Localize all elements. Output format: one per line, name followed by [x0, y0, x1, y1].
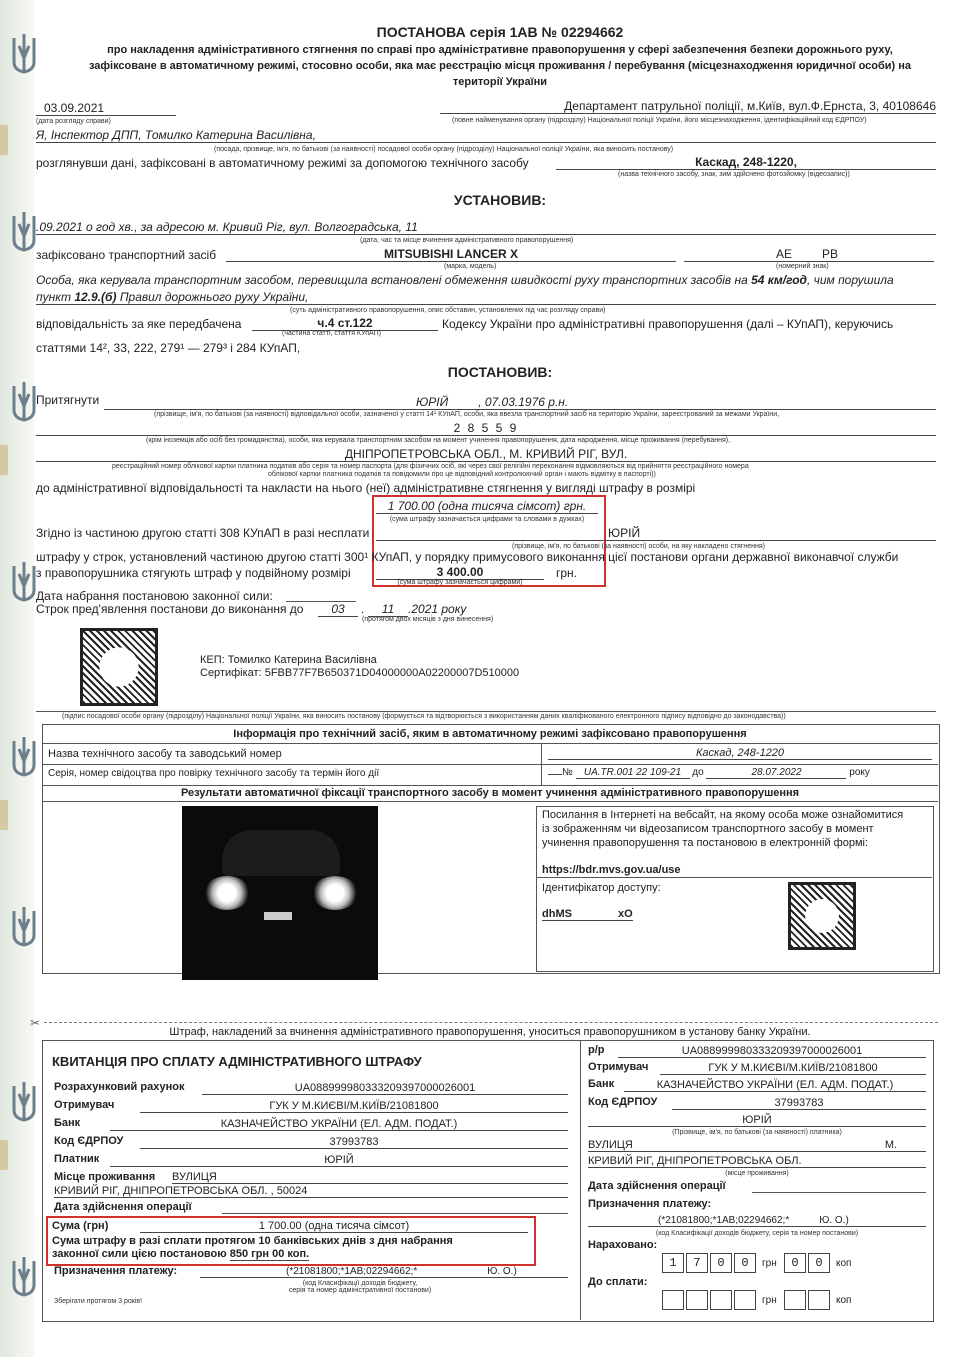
- purpose-value: (*21081800;*1АВ;02294662;* Ю. О.): [200, 1266, 568, 1278]
- violation-text: Особа, яка керувала транспортним засобом, перевищила встановлені обмеження швидкості руху транспортних засобів на 54 км/год, чим порушила: [36, 273, 894, 287]
- to-pay-kop: коп: [836, 1295, 852, 1306]
- time-place-caption: (дата, час та місце вчинення адміністративного правопорушення): [360, 237, 574, 244]
- kep-signer: КЕП: Томилко Катерина Василівна: [200, 654, 377, 666]
- purpose-label: Призначення платежу:: [54, 1265, 178, 1277]
- rr-edrpou-label: Код ЄДРПОУ: [588, 1096, 658, 1108]
- to-pay-kop-digit[interactable]: [808, 1290, 830, 1310]
- double-fine: 3 400.00: [376, 565, 544, 580]
- access-qr-code: [788, 882, 856, 950]
- signature-caption: (підпис посадової особи органу (підрозділу) Національної поліції України, яка виносить постанову (формується та відтворюється з використанням даних кваліфікованого електронного підпису відповідно до законодавства)): [62, 713, 786, 720]
- header-line-2: зафіксоване в автоматичному режимі, стосовно особи, яка має реєстрацію місця проживання / перебування (місцезнаходження юридичної особи) на: [88, 60, 912, 72]
- deadline-date: 03 . 11 .2021 року: [318, 602, 466, 617]
- violation-photo: [182, 806, 378, 980]
- payer-label: Платник: [54, 1153, 100, 1165]
- vehicle-model: MITSUBISHI LANCER X: [226, 247, 676, 262]
- rr-op-date-field: [752, 1192, 926, 1193]
- security-stamp: [0, 445, 8, 475]
- vehicle-caption: (марка, модель): [444, 263, 497, 270]
- keep-note: Зберігати протягом 3 років!: [54, 1298, 143, 1305]
- tax-caption: (крім іноземців або осіб без громадянства), особи, яка керувала транспортним засобом на момент учинення правопорушення, дата народження, місце проживання (перебування),: [146, 437, 731, 444]
- accrued-label: Нараховано:: [588, 1239, 658, 1251]
- accrued-digit: 7: [686, 1253, 708, 1273]
- bank-value: КАЗНАЧЕЙСТВО УКРАЇНИ (ЕЛ. АДМ. ПОДАТ.): [110, 1118, 568, 1131]
- rr-payer: ЮРІЙ: [588, 1114, 926, 1127]
- cut-note: Штраф, накладений за вчинення адміністративного правопорушення, уноситься правопорушником в установу банку України.: [169, 1026, 811, 1038]
- residence-label: Місце проживання: [54, 1171, 156, 1183]
- account-value: UA088999980333209397000026001: [202, 1082, 568, 1095]
- trident-icon: [10, 380, 38, 424]
- accrued-kop-digit: 0: [808, 1253, 830, 1273]
- trident-icon: [10, 1255, 38, 1299]
- effective-date-label: Дата набрання постановою законної сили:: [36, 589, 273, 603]
- discount-text: Сума штрафу в разі сплати протягом 10 банківських днів з дня набрання: [52, 1235, 453, 1247]
- rr-purpose-caption: (код Класифікації доходів бюджету, серія та номер постанови): [655, 1230, 859, 1237]
- decision-date: 03.09.2021: [36, 101, 176, 116]
- plate-caption: (номерний знак): [776, 263, 829, 270]
- fine-caption: (сума штрафу зазначається цифрами та словами в дужках): [389, 516, 585, 523]
- code-text: Кодексу України про адміністративні правопорушення (далі – КУпАП), керуючись: [442, 317, 894, 331]
- article: ч.4 ст.122: [252, 316, 438, 331]
- rr-payer-caption: (Прізвище, ім'я, по батькові (за наявності) платника): [672, 1129, 842, 1136]
- decided-heading: ПОСТАНОВИВ:: [447, 364, 553, 380]
- inspector-caption: (посада, прізвище, ім'я, по батькові (за наявності) посадової особи органу (підрозділу) Національної поліції України, яка виносить постанову): [214, 146, 674, 153]
- accrued-digit: 0: [734, 1253, 756, 1273]
- device-table-heading: Інформація про технічний засіб, яким в автоматичному режимі зафіксовано правопорушення: [233, 728, 747, 740]
- accrued-kop: коп: [836, 1258, 852, 1269]
- web-text: Посилання в Інтернеті на вебсайт, на якому особа може ознайомитися із зображенням чи відеозаписом транспортного засобу в момент учинення правопорушення та постановою в електронній формі:: [542, 809, 904, 849]
- bank-label: Банк: [54, 1117, 81, 1129]
- sum-value: 1 700.00 (одна тисяча сімсот): [140, 1220, 528, 1233]
- trident-icon: [10, 210, 38, 254]
- accrued-digit: 1: [662, 1253, 684, 1273]
- rr-purpose-label: Призначення платежу:: [588, 1198, 712, 1210]
- rr-residence-caption: (місце проживання): [725, 1170, 789, 1177]
- cut-line: [44, 1022, 938, 1023]
- to-pay-digit[interactable]: [662, 1290, 684, 1310]
- header-line-1: про накладення адміністративного стягнення по справі про адміністративне правопорушення у сфері забезпечення безпеки дорожнього руху,: [107, 44, 893, 56]
- rr-bank-value: КАЗНАЧЕЙСТВО УКРАЇНИ (ЕЛ. АДМ. ПОДАТ.): [624, 1079, 926, 1092]
- payer-name: ЮРІЙ: [376, 526, 936, 541]
- double-fine-caption: (сума штрафу зазначається цифрами): [397, 579, 523, 586]
- offender-address: ДНІПРОПЕТРОВСЬКА ОБЛ., М. КРИВИЙ РІГ, ВУЛ.: [36, 447, 936, 462]
- security-stamp: [0, 1140, 8, 1170]
- payer-caption: (прізвище, ім'я, по батькові (за наявності) особи, на яку накладено стягнення): [512, 543, 765, 550]
- cert-label: Серія, номер свідоцтва про повірку технічного засобу та термін його дії: [48, 768, 380, 779]
- liability-label: відповідальність за яке передбачена: [36, 317, 242, 331]
- accrued-digit: 0: [710, 1253, 732, 1273]
- access-id-label: Ідентифікатор доступу:: [542, 882, 661, 894]
- trident-icon: [10, 1080, 38, 1124]
- to-pay-digit[interactable]: [734, 1290, 756, 1310]
- article-caption: (частина статті, стаття КУпАП): [282, 330, 381, 337]
- purpose-caption-2: серія та номер адміністративної постанови): [288, 1287, 432, 1294]
- residence-line-2: КРИВИЙ РІГ, ДНІПРОПЕТРОВСЬКА ОБЛ. , 50024: [54, 1185, 568, 1198]
- department: Департамент патрульної поліції, м.Київ, вул.Ф.Ернста, 3, 40108646: [440, 99, 936, 114]
- responsibility-text: до адміністративної відповідальності та накласти на нього (неї) адміністративне стягнення у вигляді штрафу в розмірі: [36, 481, 696, 495]
- rr-edrpou-value: 37993783: [672, 1097, 926, 1110]
- accrued-kop-digit: 0: [784, 1253, 806, 1273]
- cert-number-row: № UA.TR.001 22 109-21 до 28.07.2022 року: [548, 767, 870, 779]
- offender-name: ЮРІЙ , 07.03.1976 р.н.: [104, 395, 936, 410]
- rr-recipient-label: Отримувач: [588, 1061, 649, 1073]
- rr-city: КРИВИЙ РІГ, ДНІПРОПЕТРОВСЬКА ОБЛ.: [588, 1155, 926, 1168]
- address-caption-1: реєстраційний номер облікової картки платника податків або серія та номер паспорта (для фізичних осіб, які через свої релігійні переконання відмовляються від прийняття реєстраційного номера: [112, 463, 749, 470]
- established-heading: УСТАНОВИВ:: [453, 192, 547, 208]
- sum-label: Сума (грн): [52, 1220, 109, 1232]
- vehicle-label: зафіксовано транспортний засіб: [36, 248, 217, 262]
- device-name-value: Каскад, 248-1220: [548, 747, 932, 760]
- offender-caption: (прізвище, ім'я, по батькові (за наявності) відповідальної особи, зазначеної у статті 14¹ КУпАП, особи, яка ввезла транспортний засіб на територію України, зареєстрований за межами України,: [154, 411, 780, 418]
- date-caption: (дата розгляду справи): [36, 118, 111, 125]
- results-heading: Результати автоматичної фіксації транспортного засобу в момент учинення адміністративного правопорушення: [180, 787, 800, 799]
- receipt-title: КВИТАНЦІЯ ПРО СПЛАТУ АДМІНІСТРАТИВНОГО ШТРАФУ: [52, 1054, 422, 1069]
- operation-date-field: [222, 1213, 568, 1214]
- to-pay-label: До сплати:: [588, 1276, 648, 1288]
- table-rule: [42, 764, 938, 765]
- signature-line: [36, 711, 936, 712]
- residence-line-1: ВУЛИЦЯ: [172, 1171, 568, 1184]
- tax-id: 2 8 5 5 9: [36, 421, 936, 436]
- trident-icon: [10, 32, 38, 76]
- rr-bank-label: Банк: [588, 1078, 615, 1090]
- access-id: dhMS xO: [542, 908, 633, 920]
- table-rule: [42, 785, 938, 786]
- edrpou-label: Код ЄДРПОУ: [54, 1135, 124, 1147]
- recipient-value: ГУК У М.КИЄВІ/М.КИЇВ/21081800: [140, 1100, 568, 1113]
- to-pay-uah: грн: [762, 1295, 777, 1306]
- essence-caption: (суть адміністративного правопорушення, опис обставин, установлених під час розгляду справи): [290, 307, 606, 314]
- plate-number: AE PB: [684, 247, 934, 262]
- table-rule: [42, 743, 938, 744]
- recipient-label: Отримувач: [54, 1099, 115, 1111]
- department-caption: (повне найменування органу (підрозділу) Національної поліції України, його місцезнаходження, ідентифікаційний код ЄДРПОУ): [452, 117, 867, 124]
- trident-icon: [10, 905, 38, 949]
- rr-value: UA088999980333209397000026001: [618, 1045, 926, 1058]
- receipt-divider: [580, 1040, 581, 1320]
- qr-code: [80, 628, 158, 706]
- security-stamp: [0, 125, 8, 155]
- rr-recipient-value: ГУК У М.КИЄВІ/М.КИЇВ/21081800: [660, 1062, 926, 1075]
- fine-amount: 1 700.00 (одна тисяча сімсот) грн.: [376, 499, 598, 514]
- table-rule: [536, 877, 932, 878]
- to-pay-digit[interactable]: [710, 1290, 732, 1310]
- articles-list: статтями 14², 33, 222, 279¹ — 279³ і 284 КУпАП,: [36, 341, 301, 355]
- attract-label: Притягнути: [36, 393, 100, 407]
- rr-op-date-label: Дата здійснення операції: [588, 1180, 726, 1192]
- violation-time-place: .09.2021 о год хв., за адресою м. Кривий Ріг, вул. Волгоградська, 11: [36, 220, 936, 235]
- inspector: Я, Інспектор ДПП, Томилко Катерина Василівна,: [36, 128, 936, 143]
- payer-value: ЮРІЙ: [110, 1154, 568, 1167]
- to-pay-kop-digit[interactable]: [784, 1290, 806, 1310]
- trident-icon: [10, 735, 38, 779]
- device-name-label: Назва технічного засобу та заводський номер: [48, 748, 282, 760]
- considered-text: розглянувши дані, зафіксовані в автоматичному режимі за допомогою технічного засобу: [36, 156, 529, 170]
- accrued-uah: грн: [762, 1258, 777, 1269]
- operation-date-label: Дата здійснення операції: [54, 1201, 192, 1213]
- web-url[interactable]: https://bdr.mvs.gov.ua/use: [542, 864, 681, 876]
- document-title: ПОСТАНОВА серія 1АВ № 02294662: [376, 24, 624, 40]
- double-fine-currency: грн.: [556, 566, 578, 580]
- deadline-label: Строк пред'явлення постанови до виконання до: [36, 602, 304, 616]
- violation-rule: пункт 12.9.(б) Правил дорожнього руху України,: [36, 290, 936, 305]
- device-caption: (назва технічного засобу, знак, зим здійснено фотозйомку (відеозапис)): [618, 171, 850, 178]
- header-line-3: території України: [452, 76, 548, 88]
- discount-amount: законної сили цією постановою 850 грн 00 коп.: [52, 1248, 310, 1260]
- table-rule: [42, 801, 938, 802]
- term-text-2: з правопорушника стягують штраф у подвійному розмірі: [36, 566, 351, 580]
- rr-street: ВУЛИЦЯ М.: [588, 1139, 926, 1152]
- address-caption-2: облікової картки платника податків та повідомили про це відповідний контролюючий орган і мають відмітку в паспорті)): [268, 471, 656, 478]
- trident-icon: [10, 560, 38, 604]
- to-pay-digit[interactable]: [686, 1290, 708, 1310]
- rr-purpose-value: (*21081800;*1АВ;02294662;* Ю. О.): [588, 1215, 926, 1227]
- term-text-1: штрафу у строк, установлений частиною другою статті 300¹ КУпАП, у порядку примусового виконання цієї постанови органи державної виконавчої служби: [36, 550, 899, 564]
- deadline-caption: (протягом двох місяців з дня винесення): [362, 616, 494, 623]
- scissors-icon: ✂: [30, 1016, 41, 1030]
- art308-text: Згідно із частиною другою статті 308 КУпАП в разі несплати: [36, 526, 370, 540]
- edrpou-value: 37993783: [140, 1136, 568, 1149]
- device-name: Каскад, 248-1220,: [556, 155, 936, 170]
- account-label: Розрахунковий рахунок: [54, 1081, 185, 1093]
- certificate: Сертифікат: 5FBB77F7B650371D04000000A02200007D510000: [200, 667, 520, 679]
- security-stamp: [0, 800, 8, 830]
- purpose-caption-1: (код Класифікації доходів бюджету,: [302, 1280, 418, 1287]
- table-rule: [541, 743, 542, 785]
- rr-label: р/р: [588, 1044, 605, 1056]
